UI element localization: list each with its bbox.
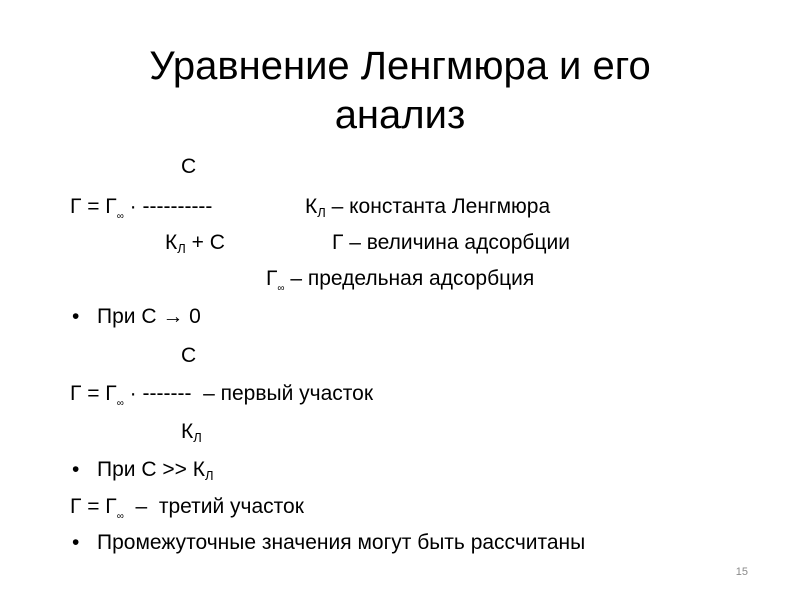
infinity-subscript: ∞: [116, 511, 124, 522]
bullet-2-subscript: Л: [204, 468, 214, 483]
bullet-3-text: Промежуточные значения могут быть рассчитаны: [97, 531, 586, 554]
def-k-text: – константа Ленгмюра: [325, 195, 551, 218]
eq2-rest: · ------- – первый участок: [123, 382, 374, 405]
def-k-subscript: Л: [317, 205, 326, 220]
eq1-den-rest: + С: [185, 231, 225, 254]
eq3-line: [70, 495, 304, 523]
eq2-den-subscript: Л: [193, 430, 202, 445]
eq2-den-k: К: [181, 420, 194, 443]
bullet-2-text: [97, 458, 213, 484]
bullet-2-main: При С >> К: [97, 458, 205, 481]
page-number: 15: [735, 566, 748, 578]
bullet-dot: •: [72, 458, 80, 481]
def-ginf-main: Г: [266, 267, 278, 290]
def-ginf-text: – предельная адсорбция: [284, 267, 535, 290]
def-k-constant: [305, 195, 550, 221]
def-limit-adsorption: [266, 267, 534, 295]
infinity-subscript: ∞: [116, 211, 124, 222]
eq2-lhs: Г = Г: [70, 382, 117, 405]
def-k-main: К: [305, 195, 318, 218]
eq1-denominator: [165, 231, 225, 257]
eq1-lhs: Г = Г: [70, 195, 117, 218]
eq2-numerator: C: [181, 344, 197, 367]
eq1-den-k: К: [165, 231, 178, 254]
def-adsorption: Г – величина адсорбции: [332, 231, 570, 254]
def-ginf-subscript: ∞: [277, 283, 285, 294]
eq1-den-subscript: Л: [177, 241, 186, 256]
slide-title: [60, 42, 740, 140]
infinity-subscript: ∞: [116, 398, 124, 409]
title-line-2: анализ: [334, 93, 466, 137]
bullet-dot: •: [72, 531, 80, 554]
eq1-line: [70, 195, 212, 223]
eq3-lhs: Г = Г: [70, 495, 117, 518]
eq1-numerator: C: [181, 155, 197, 178]
eq2-line: [70, 382, 373, 410]
bullet-dot: •: [72, 305, 80, 328]
bullet-1-text: При С → 0: [97, 305, 201, 328]
eq3-rest: – третий участок: [123, 495, 304, 518]
eq1-fraction-bar: · ----------: [123, 195, 213, 218]
eq2-denominator: [181, 420, 202, 446]
title-line-1: Уравнение Ленгмюра и его: [149, 44, 651, 88]
